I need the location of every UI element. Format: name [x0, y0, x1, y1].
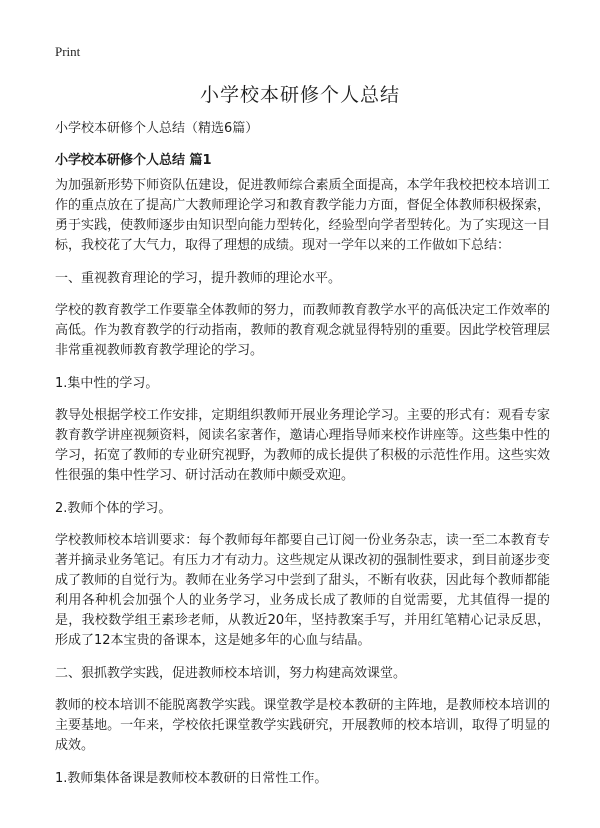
print-link[interactable]: Print	[55, 44, 81, 59]
heading-theory-study: 一、重视教育理论的学习，提升教师的理论水平。	[55, 271, 342, 286]
document-subtitle: 小学校本研修个人总结（精选6篇）	[55, 121, 259, 136]
teaching-practice-paragraph: 教师的校本培训不能脱离教学实践。课堂教学是校本教研的主阵地，是教师校本培训的主要基地。一年来，学校依托课堂教学实践研究，开展教师的校本培训，取得了明显的成效。	[55, 698, 550, 753]
heading-teaching-practice: 二、狠抓教学实践，促进教师校本培训，努力构建高效课堂。	[55, 666, 407, 681]
heading-collective-study: 1.集中性的学习。	[55, 376, 159, 391]
individual-study-paragraph: 学校教师校本培训要求：每个教师每年都要自己订阅一份业务杂志，读一至二本教育专著并摘录业务笔记。有压力才有动力。这些规定从课改初的强制性要求，到目前逐步变成了教师的自觉行为。教师在业务学习中尝到了甜头，不断有收获，因此每个教师都能利用各种机会加强个人的业务学习，业务成长成了教师的自觉需要，尤其值得一提的是，我校数学组王素珍老师，从教近20年，坚持教案手写，并用红笔精心记录反思，形成了12本宝贵的备课本，这是她多年的心血与结晶。	[55, 533, 550, 648]
heading-collective-lesson-prep: 1.教师集体备课是教师校本教研的日常性工作。	[55, 771, 328, 786]
section-heading: 小学校本研修个人总结 篇1	[55, 153, 212, 168]
intro-paragraph: 为加强新形势下师资队伍建设，促进教师综合素质全面提高，本学年我校把校本培训工作的重点放在了提高广大教师理论学习和教育教学能力方面，督促全体教师积极探索，勇于实践，使教师逐步由知识型向能力型转化，经验型向学者型转化。为了实现这一目标，我校花了大气力，取得了理想的成绩。现对一学年以来的工作做如下总结：	[55, 178, 550, 253]
heading-individual-study: 2.教师个体的学习。	[55, 501, 172, 516]
page-title: 小学校本研修个人总结	[199, 84, 400, 106]
document-body	[55, 176, 550, 801]
collective-study-paragraph: 教导处根据学校工作安排，定期组织教师开展业务理论学习。主要的形式有：观看专家教育教学讲座视频资料，阅读名家著作，邀请心理指导师来校作讲座等。这些集中性的学习，拓宽了教师的专业研究视野，为教师的成长提供了积极的示范性作用。这些实效性很强的集中性学习、研讨活动在教师中颇受欢迎。	[55, 408, 550, 483]
theory-paragraph: 学校的教育教学工作要靠全体教师的努力，而教师教育教学水平的高低决定工作效率的高低。作为教育教学的行动指南，教师的教育观念就显得特别的重要。因此学校管理层非常重视教师教育教学理论的学习。	[55, 303, 550, 358]
